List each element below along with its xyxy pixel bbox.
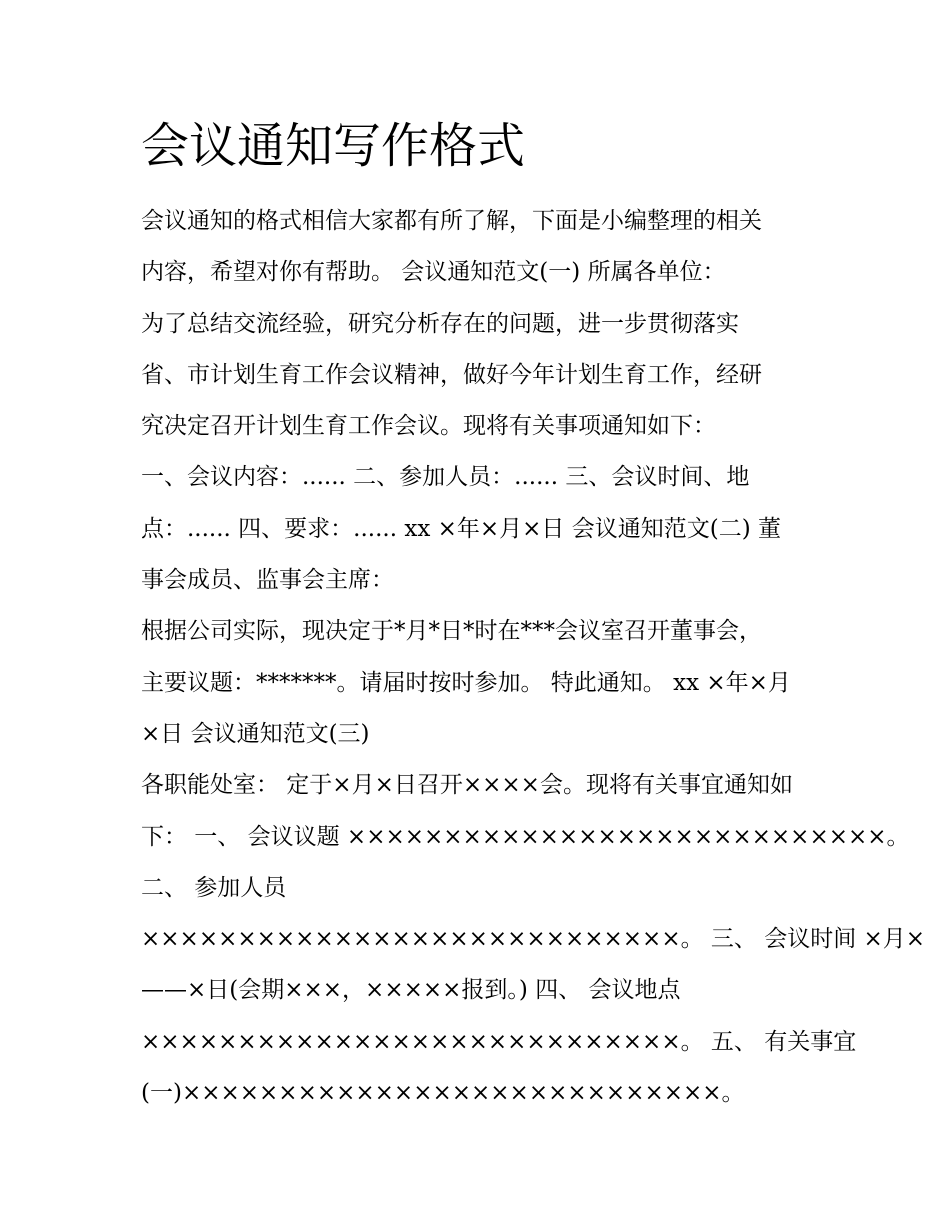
body-line-12: 各职能处室： 定于×月×日召开××××会。现将有关事宜通知如 [141, 772, 793, 799]
document-body [141, 196, 926, 1119]
body-line-18: (一)××××××××××××××××××××××××××××。 [141, 1080, 745, 1107]
body-line-13: 下： 一、 会议议题 ××××××××××××××××××××××××××××。 [141, 823, 910, 850]
body-line-16: ——×日(会期×××，×××××报到。) 四、 会议地点 [141, 977, 681, 1004]
body-line-5: 究决定召开计划生育工作会议。现将有关事项通知如下： [141, 413, 716, 440]
body-line-6: 一、会议内容：...... 二、参加人员：...... 三、会议时间、地 [141, 464, 750, 491]
body-line-17: ××××××××××××××××××××××××××××。 五、 有关事宜 [141, 1028, 857, 1055]
body-line-15: ××××××××××××××××××××××××××××。 三、 会议时间 ×月× [141, 926, 926, 953]
body-line-3: 为了总结交流经验，研究分析存在的问题，进一步贯彻落实 [141, 310, 739, 337]
body-line-11: ×日 会议通知范文(三) [141, 720, 370, 747]
body-line-8: 事会成员、监事会主席： [141, 567, 394, 594]
body-line-9: 根据公司实际，现决定于*月*日*时在***会议室召开董事会， [141, 618, 762, 645]
body-line-4: 省、市计划生育工作会议精神，做好今年计划生育工作，经研 [141, 361, 762, 388]
body-line-7: 点：...... 四、要求：...... xx ×年×月×日 会议通知范文(二) 董 [141, 515, 781, 542]
document-title: 会议通知写作格式 [141, 118, 526, 174]
body-line-14: 二、 参加人员 [141, 874, 287, 901]
body-line-10: 主要议题：*******。请届时按时参加。 特此通知。 xx ×年×月 [141, 669, 791, 696]
body-line-1: 会议通知的格式相信大家都有所了解，下面是小编整理的相关 [141, 208, 762, 234]
body-line-2: 内容，希望对你有帮助。 会议通知范文(一) 所属各单位： [141, 259, 726, 286]
